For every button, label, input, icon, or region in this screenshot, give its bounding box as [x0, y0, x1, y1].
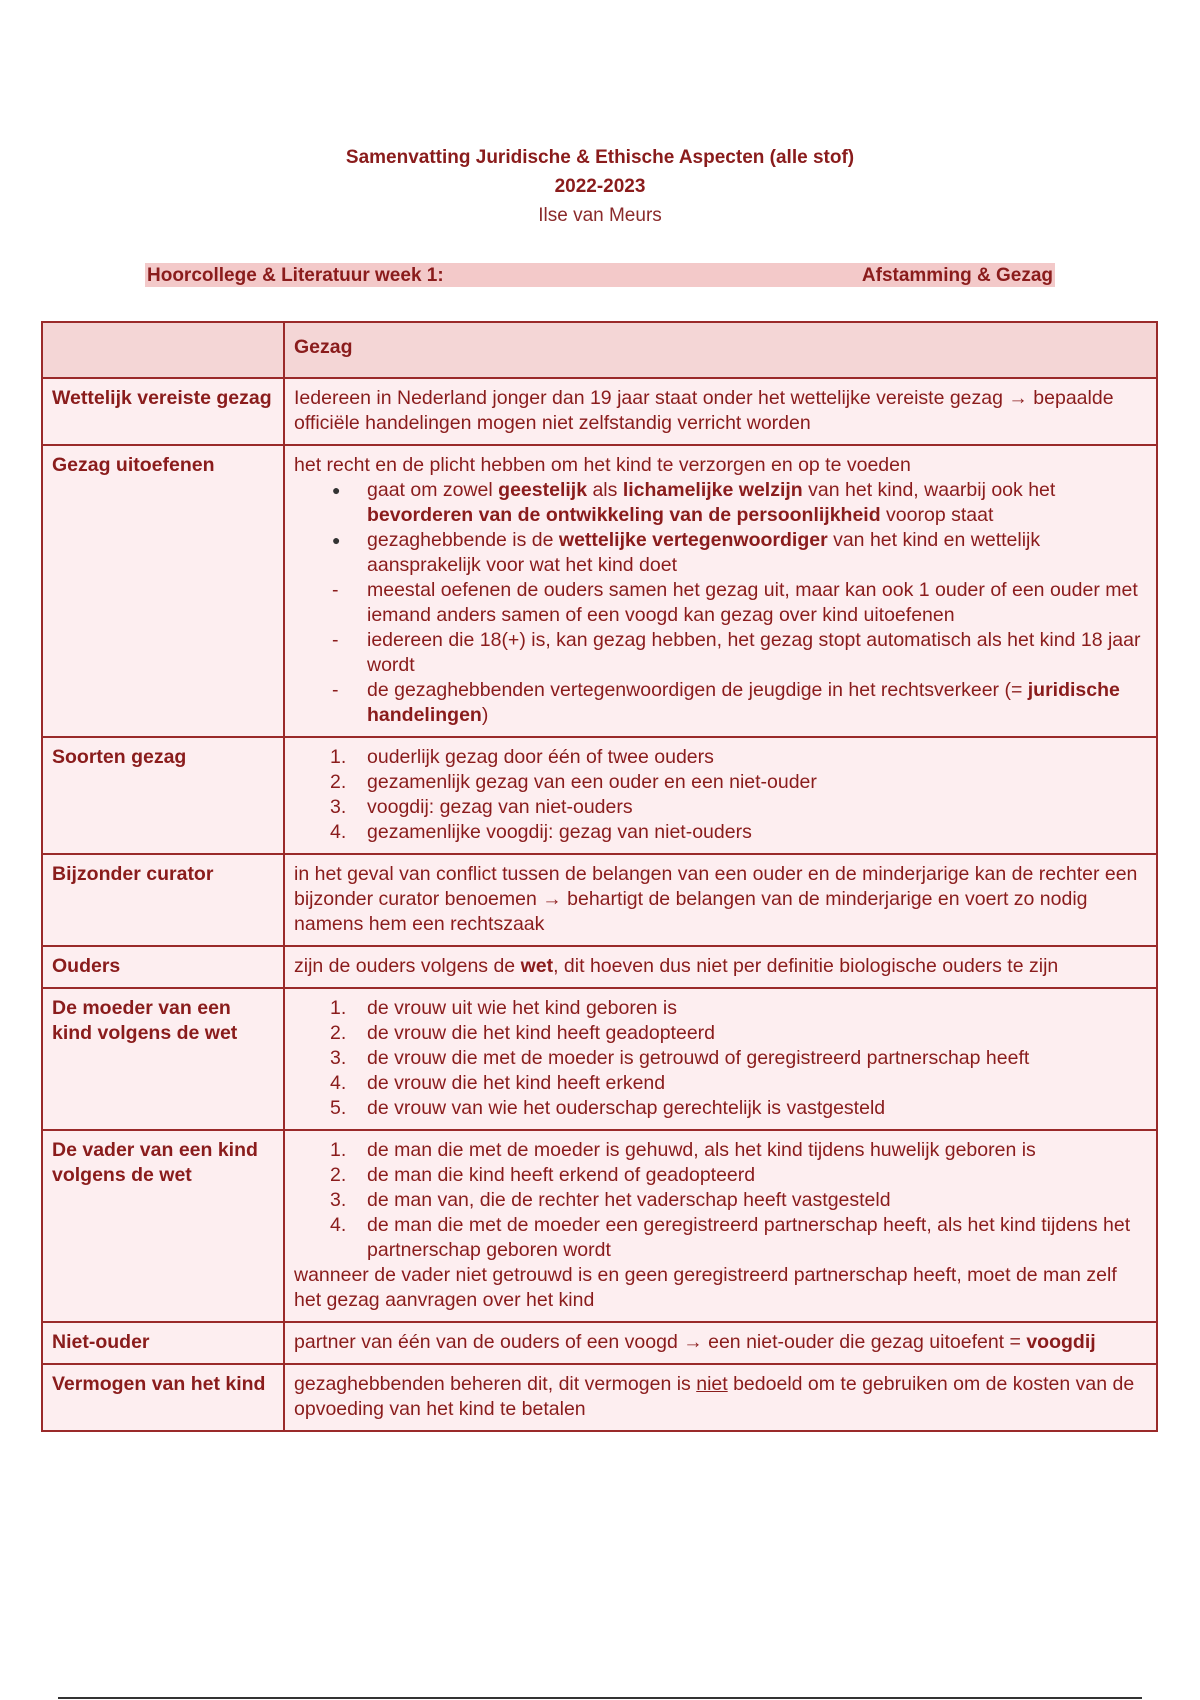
- dash-list: [294, 578, 1147, 728]
- table-row: [42, 1130, 1157, 1322]
- row-intro: het recht en de plicht hebben om het kind te verzorgen en op te voeden: [294, 454, 911, 476]
- table-row: [42, 378, 1157, 445]
- list-item: 1. de vrouw uit wie het kind geboren is: [330, 997, 678, 1019]
- list-item: - iedereen die 18(+) is, kan gezag hebben, het gezag stopt automatisch als het kind 18 jaar wordt: [294, 628, 1147, 678]
- list-item: 3. voogdij: gezag van niet-ouders: [330, 796, 633, 818]
- table-header-row: [42, 322, 1157, 378]
- row-content: partner van één van de ouders of een voogd → een niet-ouder die gezag uitoefent = voogdij: [284, 1322, 1157, 1364]
- list-item: 3. de vrouw die met de moeder is getrouwd of geregistreerd partnerschap heeft: [330, 1047, 1030, 1069]
- list-item: 4. de vrouw die het kind heeft erkend: [330, 1072, 666, 1094]
- row-content: [284, 988, 1157, 1130]
- list-item: - de gezaghebbenden vertegenwoordigen de jeugdige in het rechtsverkeer (= juridische handelingen): [294, 678, 1147, 728]
- table-row: [42, 854, 1157, 946]
- footer-divider: [58, 1697, 1142, 1699]
- table-row: [42, 737, 1157, 854]
- row-label: Vermogen van het kind: [42, 1364, 284, 1431]
- week-heading-right: Afstamming & Gezag: [861, 265, 1053, 286]
- list-item: 3. de man van, die de rechter het vaderschap heeft vastgesteld: [330, 1189, 891, 1211]
- list-item: - meestal oefenen de ouders samen het gezag uit, maar kan ook 1 ouder of een ouder met iemand anders samen of een voogd kan gezag over kind uitoefenen: [294, 578, 1147, 628]
- table-row: [42, 988, 1157, 1130]
- list-item: ● gaat om zowel geestelijk als lichamelijke welzijn van het kind, waarbij ook het bevorderen van de ontwikkeling van de persoonlijkheid voorop staat: [294, 478, 1147, 528]
- table-row: [42, 445, 1157, 737]
- gezag-table: [41, 321, 1158, 1432]
- row-label: Niet-ouder: [42, 1322, 284, 1364]
- row-label: Ouders: [42, 946, 284, 988]
- list-item: 1. ouderlijk gezag door één of twee ouders: [330, 746, 714, 768]
- list-item: 2. de man die kind heeft erkend of geadopteerd: [330, 1164, 756, 1186]
- row-content: gezaghebbenden beheren dit, dit vermogen is niet bedoeld om te gebruiken om de kosten van de opvoeding van het kind te betalen: [284, 1364, 1157, 1431]
- row-content: [284, 445, 1157, 737]
- list-item: ● gezaghebbende is de wettelijke vertegenwoordiger van het kind en wettelijk aansprakelijk voor wat het kind doet: [294, 528, 1147, 578]
- list-item: 5. de vrouw van wie het ouderschap gerechtelijk is vastgesteld: [330, 1097, 886, 1119]
- week-heading-left: Hoorcollege & Literatuur week 1:: [147, 265, 444, 286]
- list-item: 4. gezamenlijke voogdij: gezag van niet-ouders: [330, 821, 752, 843]
- bullet-list: [294, 478, 1147, 578]
- row-label: Bijzonder curator: [42, 854, 284, 946]
- list-item: 2. gezamenlijk gezag van een ouder en een niet-ouder: [330, 771, 817, 793]
- row-label: Gezag uitoefenen: [42, 445, 284, 737]
- list-item: 1. de man die met de moeder is gehuwd, als het kind tijdens huwelijk geboren is: [330, 1139, 1036, 1161]
- row-content: [284, 737, 1157, 854]
- list-item: 2. de vrouw die het kind heeft geadopteerd: [330, 1022, 716, 1044]
- numbered-list: [294, 1138, 1147, 1263]
- numbered-list: [294, 745, 1147, 845]
- row-content: in het geval van conflict tussen de belangen van een ouder en de minderjarige kan de rechter een bijzonder curator benoemen → behartigt de belangen van de minderjarige en voert zo nodig namens hem een rechtszaak: [284, 854, 1157, 946]
- row-label: De moeder van een kind volgens de wet: [42, 988, 284, 1130]
- row-label: Wettelijk vereiste gezag: [42, 378, 284, 445]
- row-content: [284, 1130, 1157, 1322]
- list-item: 4. de man die met de moeder een geregistreerd partnerschap heeft, als het kind tijdens het partnerschap geboren wordt: [330, 1214, 1131, 1261]
- table-header-empty: [42, 322, 284, 378]
- table-header-title: Gezag: [284, 322, 1157, 378]
- row-label: De vader van een kind volgens de wet: [42, 1130, 284, 1322]
- table-row: [42, 1364, 1157, 1431]
- document-author: Ilse van Meurs: [538, 205, 662, 226]
- document-header: [0, 143, 1200, 230]
- row-content: Iedereen in Nederland jonger dan 19 jaar staat onder het wettelijke vereiste gezag → bepaalde officiële handelingen mogen niet zelfstandig verricht worden: [284, 378, 1157, 445]
- document-year: 2022-2023: [554, 176, 646, 197]
- row-content: zijn de ouders volgens de wet, dit hoeven dus niet per definitie biologische ouders te zijn: [284, 946, 1157, 988]
- table-row: [42, 946, 1157, 988]
- row-label: Soorten gezag: [42, 737, 284, 854]
- numbered-list: [294, 996, 1147, 1121]
- table-row: [42, 1322, 1157, 1364]
- row-outro: wanneer de vader niet getrouwd is en geen geregistreerd partnerschap heeft, moet de man zelf het gezag aanvragen over het kind: [294, 1264, 1117, 1311]
- document-title: Samenvatting Juridische & Ethische Aspecten (alle stof): [345, 147, 855, 168]
- week-heading: [145, 263, 1055, 287]
